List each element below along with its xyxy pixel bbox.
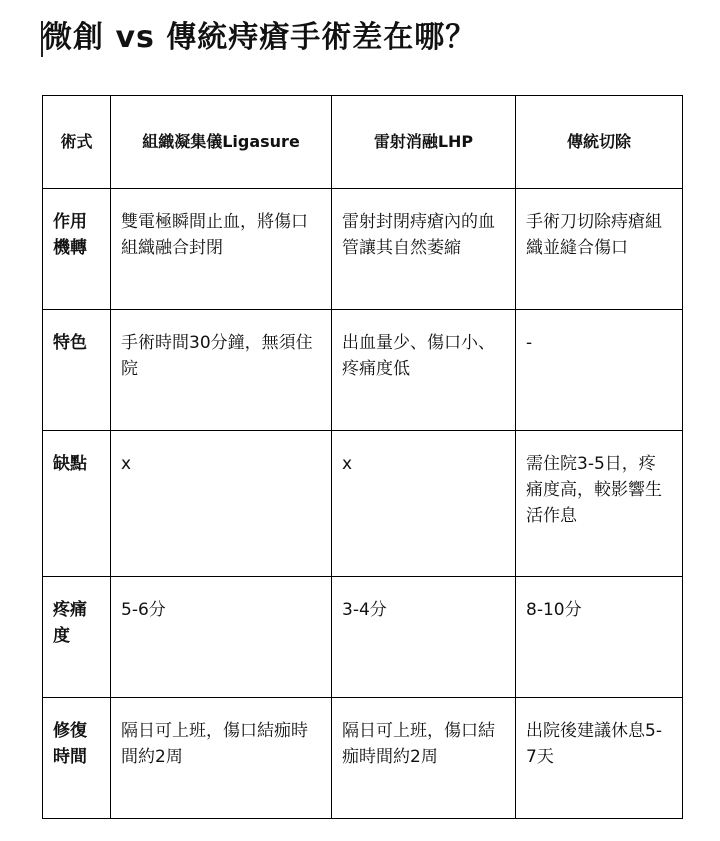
row-label-features: 特色 [43,310,111,431]
row-label-pain: 疼痛度 [43,577,111,698]
header-lhp: 雷射消融LHP [332,96,516,189]
table-row-mechanism [43,189,683,310]
cell-pain-lhp: 3-4分 [332,577,516,698]
cell-mechanism-lhp: 雷射封閉痔瘡內的血管讓其自然萎縮 [332,189,516,310]
header-procedure: 術式 [43,96,111,189]
page-title: 微創 vs 傳統痔瘡手術差在哪？ [42,20,477,55]
header-traditional: 傳統切除 [516,96,683,189]
row-label-drawbacks: 缺點 [43,431,111,577]
table-row-features [43,310,683,431]
cell-features-lhp: 出血量少、傷口小、疼痛度低 [332,310,516,431]
table-row-drawbacks [43,431,683,577]
table-row-recovery [43,698,683,819]
table-header-row [43,96,683,189]
cell-mechanism-ligasure: 雙電極瞬間止血，將傷口組織融合封閉 [111,189,332,310]
row-label-mechanism: 作用機轉 [43,189,111,310]
cell-features-traditional: - [516,310,683,431]
cell-mechanism-traditional: 手術刀切除痔瘡組織並縫合傷口 [516,189,683,310]
cell-pain-traditional: 8-10分 [516,577,683,698]
table-row-pain [43,577,683,698]
cell-recovery-traditional: 出院後建議休息5-7天 [516,698,683,819]
cell-recovery-lhp: 隔日可上班，傷口結痂時間約2周 [332,698,516,819]
cell-drawbacks-lhp: x [332,431,516,577]
comparison-table [42,95,683,819]
cell-recovery-ligasure: 隔日可上班，傷口結痂時間約2周 [111,698,332,819]
cell-features-ligasure: 手術時間30分鐘，無須住院 [111,310,332,431]
cell-drawbacks-traditional: 需住院3-5日，疼痛度高，較影響生活作息 [516,431,683,577]
cell-pain-ligasure: 5-6分 [111,577,332,698]
row-label-recovery: 修復時間 [43,698,111,819]
cell-drawbacks-ligasure: x [111,431,332,577]
header-ligasure: 組織凝集儀Ligasure [111,96,332,189]
